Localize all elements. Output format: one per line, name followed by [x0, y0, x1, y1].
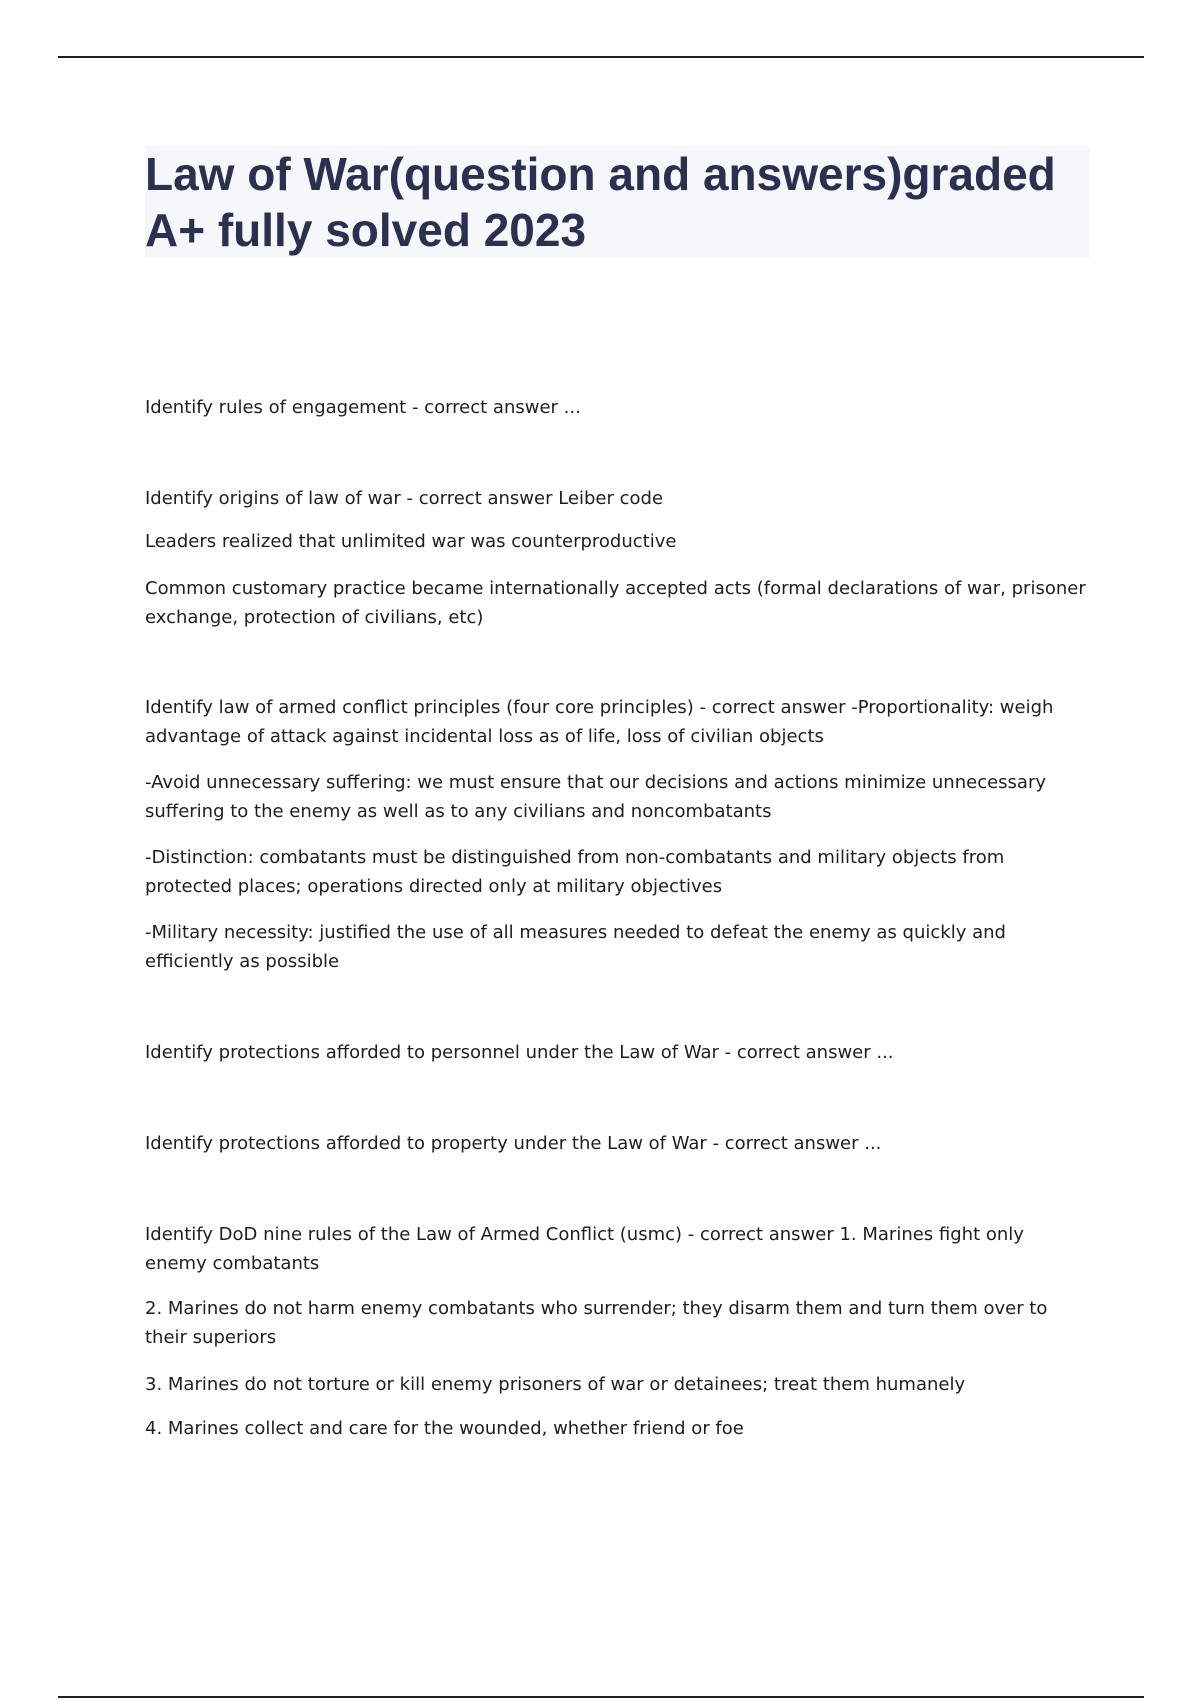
question-origins-of-law-of-war: Identify origins of law of war - correct answer Leiber code — [145, 488, 664, 509]
answer-paragraph: 4. Marines collect and care for the wounded, whether friend or foe — [145, 1418, 744, 1439]
document-title: Law of War(question and answers)graded A+ fully solved 2023 — [145, 148, 1056, 256]
title-block — [145, 146, 1090, 258]
answer-paragraph: -Avoid unnecessary suffering: we must ensure that our decisions and actions minimize unnecessary suffering to the enemy as well as to any civilians and noncombatants — [145, 772, 1047, 822]
answer-paragraph: -Distinction: combatants must be distinguished from non-combatants and military objects from protected places; operations directed only at military objectives — [145, 847, 1005, 897]
question-dod-nine-rules: Identify DoD nine rules of the Law of Armed Conflict (usmc) - correct answer 1. Marines fight only enemy combatants — [145, 1224, 1024, 1274]
top-rule — [58, 56, 1144, 58]
answer-paragraph: 2. Marines do not harm enemy combatants who surrender; they disarm them and turn them over to their superiors — [145, 1298, 1048, 1348]
answer-paragraph: 3. Marines do not torture or kill enemy prisoners of war or detainees; treat them humanely — [145, 1374, 966, 1395]
answer-paragraph: -Military necessity: justified the use of all measures needed to defeat the enemy as quickly and efficiently as possible — [145, 922, 1006, 972]
question-rules-of-engagement: Identify rules of engagement - correct answer ... — [145, 397, 581, 418]
question-loac-principles: Identify law of armed conflict principles (four core principles) - correct answer -Proportionality: weigh advantage of attack against incidental loss as of life, loss of civilian objects — [145, 697, 1054, 747]
bottom-rule — [58, 1696, 1144, 1698]
question-protections-personnel: Identify protections afforded to personnel under the Law of War - correct answer ... — [145, 1042, 894, 1063]
answer-paragraph: Leaders realized that unlimited war was counterproductive — [145, 531, 677, 552]
question-protections-property: Identify protections afforded to property under the Law of War - correct answer ... — [145, 1133, 882, 1154]
answer-paragraph: Common customary practice became internationally accepted acts (formal declarations of war, prisoner exchange, protection of civilians, etc) — [145, 578, 1086, 628]
